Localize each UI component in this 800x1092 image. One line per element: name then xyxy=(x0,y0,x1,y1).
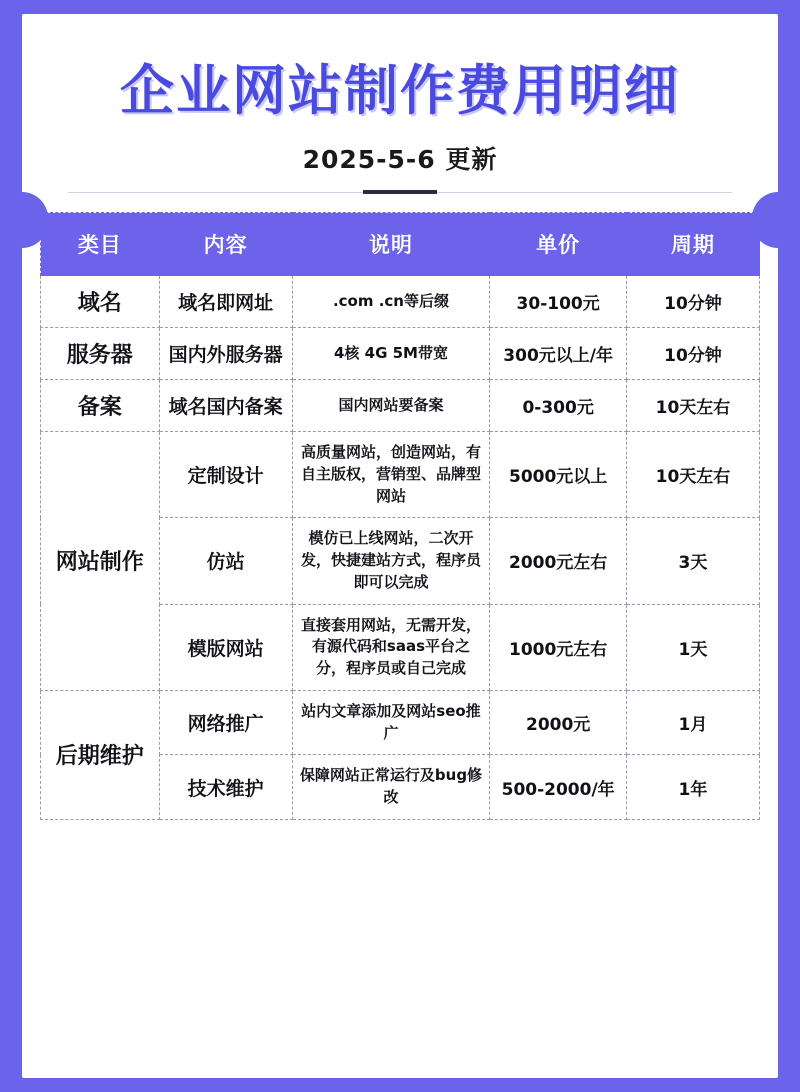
cell-description: 模仿已上线网站，二次开发，快捷建站方式，程序员即可以完成 xyxy=(292,518,490,604)
table-row xyxy=(41,328,760,380)
cell-item: 技术维护 xyxy=(159,755,292,820)
cell-period: 10天左右 xyxy=(626,380,759,432)
divider-line-right xyxy=(437,192,732,193)
cell-category: 后期维护 xyxy=(41,690,160,819)
cell-item: 仿站 xyxy=(159,518,292,604)
cell-description: 直接套用网站，无需开发，有源代码和saas平台之分，程序员或自己完成 xyxy=(292,604,490,690)
cell-item: 域名国内备案 xyxy=(159,380,292,432)
cell-period: 10分钟 xyxy=(626,328,759,380)
cell-item: 定制设计 xyxy=(159,432,292,518)
cell-price: 300元以上/年 xyxy=(490,328,627,380)
cell-category: 域名 xyxy=(41,276,160,328)
cell-period: 10分钟 xyxy=(626,276,759,328)
cell-description: 站内文章添加及网站seo推广 xyxy=(292,690,490,755)
cell-description: 国内网站要备案 xyxy=(292,380,490,432)
column-header-price: 单价 xyxy=(490,213,627,276)
cell-item: 国内外服务器 xyxy=(159,328,292,380)
cell-item: 网络推广 xyxy=(159,690,292,755)
divider-line-left xyxy=(68,192,363,193)
cell-description: 4核 4G 5M带宽 xyxy=(292,328,490,380)
column-header-description: 说明 xyxy=(292,213,490,276)
column-header-period: 周期 xyxy=(626,213,759,276)
cell-category: 备案 xyxy=(41,380,160,432)
cell-price: 1000元左右 xyxy=(490,604,627,690)
cell-description: .com .cn等后缀 xyxy=(292,276,490,328)
column-header-category: 类目 xyxy=(41,213,160,276)
poster-card xyxy=(22,14,778,1078)
cell-price: 500-2000/年 xyxy=(490,755,627,820)
cell-category: 服务器 xyxy=(41,328,160,380)
table-row xyxy=(41,380,760,432)
update-date: 2025-5-6 更新 xyxy=(302,145,498,175)
divider-center-bar xyxy=(363,190,437,194)
cell-price: 30-100元 xyxy=(490,276,627,328)
table-row xyxy=(41,432,760,518)
cell-description: 高质量网站，创造网站，有自主版权，营销型、品牌型网站 xyxy=(292,432,490,518)
cell-period: 1天 xyxy=(626,604,759,690)
cell-price: 2000元 xyxy=(490,690,627,755)
cell-price: 0-300元 xyxy=(490,380,627,432)
table-row xyxy=(41,276,760,328)
page-title: 企业网站制作费用明细 xyxy=(120,59,680,122)
pricing-table xyxy=(40,212,760,820)
cell-period: 10天左右 xyxy=(626,432,759,518)
cell-description: 保障网站正常运行及bug修改 xyxy=(292,755,490,820)
table-row xyxy=(41,690,760,755)
divider xyxy=(40,190,760,194)
column-header-content: 内容 xyxy=(159,213,292,276)
cell-item: 域名即网址 xyxy=(159,276,292,328)
table-header-row xyxy=(41,213,760,276)
cell-item: 模版网站 xyxy=(159,604,292,690)
cell-period: 1年 xyxy=(626,755,759,820)
cell-price: 2000元左右 xyxy=(490,518,627,604)
cell-period: 3天 xyxy=(626,518,759,604)
cell-period: 1月 xyxy=(626,690,759,755)
cell-price: 5000元以上 xyxy=(490,432,627,518)
cell-category: 网站制作 xyxy=(41,432,160,691)
